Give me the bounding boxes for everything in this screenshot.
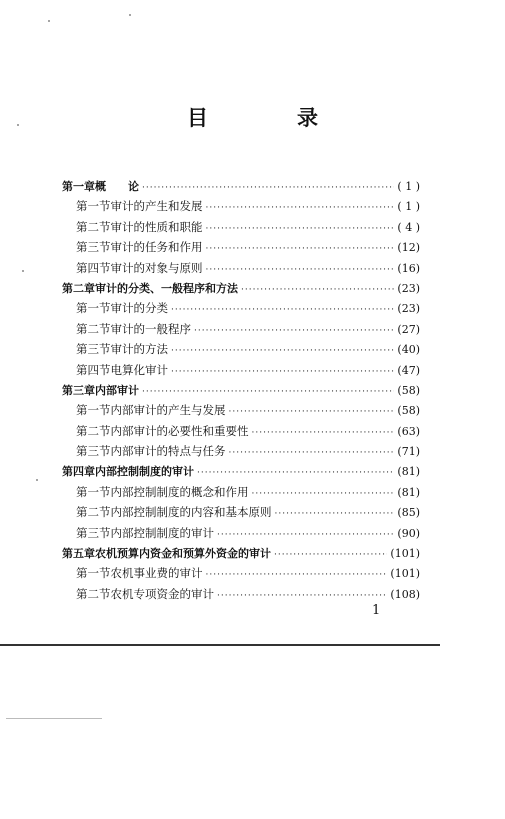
toc-entry-label: 概 论 bbox=[95, 180, 139, 193]
toc-entry-label: 内部审计的特点与任务 bbox=[110, 444, 226, 459]
toc-entry-number: 第四节 bbox=[76, 362, 111, 377]
toc-chapter-row bbox=[62, 280, 420, 300]
toc-entry-number: 第二节 bbox=[76, 219, 111, 234]
toc-entry-page: (16) bbox=[397, 261, 420, 275]
toc-section-row bbox=[62, 260, 420, 280]
toc-entry-label: 农机专项资金的审计 bbox=[110, 586, 214, 601]
toc-entry-number: 第二节 bbox=[76, 321, 111, 336]
toc-entry-number: 第四节 bbox=[76, 260, 111, 275]
toc-section-row bbox=[62, 443, 420, 463]
toc-entry-page: (101) bbox=[390, 547, 420, 561]
toc-entry-label: 审计的分类 bbox=[110, 301, 168, 316]
toc-entry-label: 审计的产生和发展 bbox=[110, 199, 203, 214]
toc-chapter-row bbox=[62, 382, 420, 402]
paper-speck bbox=[36, 479, 38, 481]
toc-entry-label: 内部审计 bbox=[95, 383, 139, 397]
toc-entry-label: 审计的分类、一般程序和方法 bbox=[95, 281, 238, 295]
toc-section-row bbox=[62, 198, 420, 218]
toc-entry-number: 第一节 bbox=[76, 403, 111, 418]
toc-entry-label: 审计的方法 bbox=[110, 342, 168, 357]
toc-chapter-row bbox=[62, 545, 420, 565]
toc-entry-page: (58) bbox=[397, 404, 420, 418]
toc-entry-label: 内部控制制度的概念和作用 bbox=[110, 484, 249, 499]
toc-entry-page: (27) bbox=[397, 322, 420, 336]
dot-leader bbox=[171, 305, 394, 315]
dot-leader bbox=[275, 509, 395, 519]
toc-entry-page: (81) bbox=[397, 465, 420, 479]
toc-section-row bbox=[62, 586, 420, 606]
toc-section-row bbox=[62, 402, 420, 422]
toc-entry-number: 第一章 bbox=[62, 180, 95, 193]
toc-entry-label: 审计的任务和作用 bbox=[110, 240, 203, 255]
dot-leader bbox=[229, 407, 395, 417]
toc-entry-page: ( 1 ) bbox=[397, 200, 420, 214]
toc-entry-page: (58) bbox=[397, 383, 420, 397]
dot-leader bbox=[206, 203, 395, 213]
dot-leader bbox=[142, 183, 394, 193]
dot-leader bbox=[217, 591, 387, 601]
dot-leader bbox=[252, 489, 395, 499]
toc-entry-label: 内部审计的产生与发展 bbox=[110, 403, 226, 418]
toc-entry-page: (108) bbox=[390, 587, 420, 601]
toc-chapter-row bbox=[62, 463, 420, 483]
toc-entry-number: 第一节 bbox=[76, 199, 111, 214]
dot-leader bbox=[142, 387, 394, 397]
toc-entry-page: (23) bbox=[397, 302, 420, 316]
page-title: 目 录 bbox=[187, 106, 352, 130]
toc-entry-page: (71) bbox=[397, 445, 420, 459]
toc-entry-number: 第二章 bbox=[62, 281, 95, 295]
toc-entry-label: 审计的对象与原则 bbox=[110, 260, 203, 275]
toc-entry-label: 农机事业费的审计 bbox=[110, 566, 203, 581]
toc-entry-page: (23) bbox=[397, 281, 420, 295]
toc-entry-label: 内部控制制度的内容和基本原则 bbox=[110, 505, 272, 520]
dot-leader bbox=[252, 428, 395, 438]
toc-entry-number: 第二节 bbox=[76, 505, 111, 520]
toc-entry-number: 第一节 bbox=[76, 566, 111, 581]
toc-entry-label: 内部审计的必要性和重要性 bbox=[110, 423, 249, 438]
table-of-contents bbox=[62, 178, 420, 606]
toc-section-row bbox=[62, 565, 420, 585]
toc-entry-page: (101) bbox=[390, 567, 420, 581]
faint-rule bbox=[6, 718, 102, 719]
toc-section-row bbox=[62, 484, 420, 504]
dot-leader bbox=[194, 326, 394, 336]
toc-entry-page: (47) bbox=[397, 363, 420, 377]
toc-section-row bbox=[62, 239, 420, 259]
dot-leader bbox=[206, 244, 395, 254]
toc-section-row bbox=[62, 504, 420, 524]
toc-entry-number: 第五章 bbox=[62, 547, 95, 561]
toc-entry-number: 第三章 bbox=[62, 383, 95, 397]
toc-entry-page: (63) bbox=[397, 424, 420, 438]
toc-entry-page: ( 4 ) bbox=[397, 220, 420, 234]
toc-entry-label: 审计的一般程序 bbox=[110, 321, 191, 336]
toc-entry-page: (85) bbox=[397, 506, 420, 520]
dot-leader bbox=[197, 468, 394, 478]
toc-entry-number: 第一节 bbox=[76, 301, 111, 316]
dot-leader bbox=[229, 448, 395, 458]
toc-entry-number: 第三节 bbox=[76, 240, 111, 255]
bottom-rule bbox=[0, 644, 440, 646]
toc-entry-label: 内部控制制度的审计 bbox=[110, 525, 214, 540]
toc-entry-number: 第二节 bbox=[76, 586, 111, 601]
dot-leader bbox=[206, 265, 395, 275]
toc-entry-page: (40) bbox=[397, 343, 420, 357]
toc-entry-number: 第三节 bbox=[76, 525, 111, 540]
toc-entry-number: 第三节 bbox=[76, 342, 111, 357]
toc-entry-label: 审计的性质和职能 bbox=[110, 219, 203, 234]
page-number: 1 bbox=[372, 603, 381, 618]
toc-entry-label: 内部控制制度的审计 bbox=[95, 465, 194, 479]
toc-entry-page: (90) bbox=[397, 526, 420, 540]
toc-section-row bbox=[62, 525, 420, 545]
toc-entry-number: 第四章 bbox=[62, 465, 95, 479]
toc-entry-number: 第二节 bbox=[76, 423, 111, 438]
paper-speck bbox=[48, 20, 50, 22]
paper-speck bbox=[129, 14, 131, 16]
dot-leader bbox=[274, 550, 387, 560]
paper-speck bbox=[17, 124, 19, 126]
toc-entry-page: (81) bbox=[397, 485, 420, 499]
dot-leader bbox=[206, 570, 388, 580]
toc-entry-page: (12) bbox=[397, 241, 420, 255]
dot-leader bbox=[171, 346, 394, 356]
dot-leader bbox=[241, 285, 394, 295]
toc-entry-number: 第三节 bbox=[76, 444, 111, 459]
dot-leader bbox=[171, 367, 394, 377]
toc-chapter-row bbox=[62, 178, 420, 198]
toc-entry-label: 农机预算内资金和预算外资金的审计 bbox=[95, 547, 271, 561]
dot-leader bbox=[206, 224, 395, 234]
toc-section-row bbox=[62, 321, 420, 341]
dot-leader bbox=[217, 530, 394, 540]
toc-section-row bbox=[62, 423, 420, 443]
paper-speck bbox=[22, 270, 24, 272]
toc-entry-label: 电算化审计 bbox=[110, 362, 168, 377]
toc-section-row bbox=[62, 341, 420, 361]
toc-entry-number: 第一节 bbox=[76, 484, 111, 499]
toc-section-row bbox=[62, 362, 420, 382]
toc-section-row bbox=[62, 300, 420, 320]
toc-section-row bbox=[62, 219, 420, 239]
toc-entry-page: ( 1 ) bbox=[397, 180, 420, 193]
